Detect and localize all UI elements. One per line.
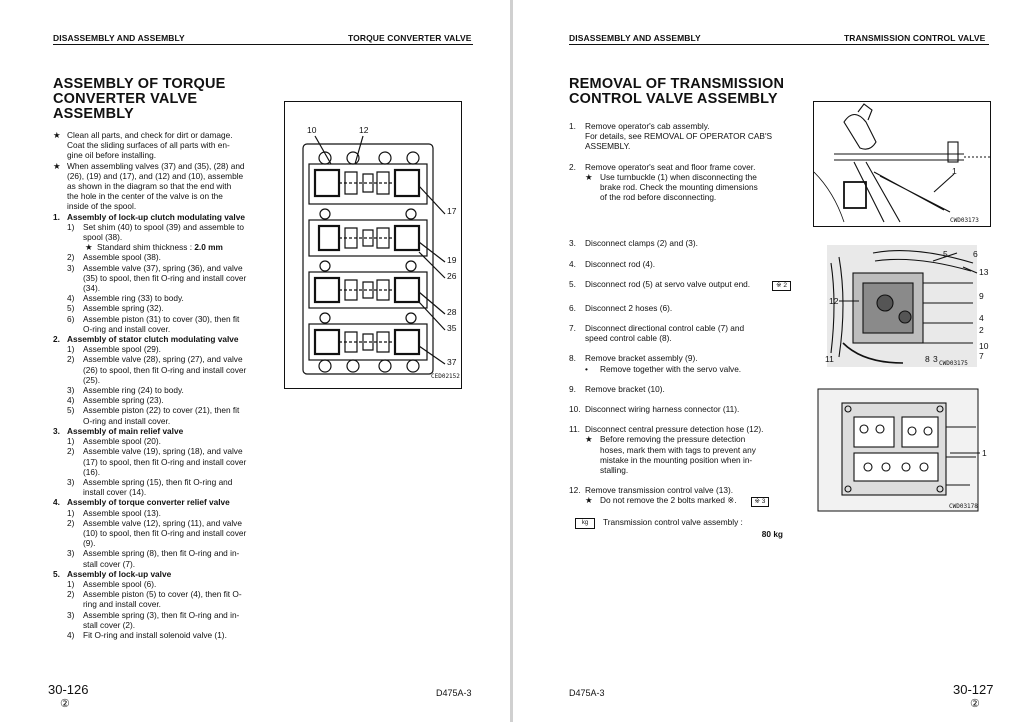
note-line <box>53 140 265 150</box>
step-line <box>53 344 265 354</box>
callout-37: 37 <box>447 357 457 367</box>
valve-cross-section-drawing <box>285 102 463 390</box>
step-number: 3) <box>67 548 75 559</box>
star-icon: ★ <box>85 242 93 253</box>
star-icon: ★ <box>585 171 593 182</box>
left-page <box>0 0 510 722</box>
callout-17: 17 <box>447 206 457 216</box>
step-text: stall cover (7). <box>83 558 136 569</box>
callout-10: 10 <box>979 341 989 351</box>
callout-1: 1 <box>982 448 987 458</box>
step-number: 12. <box>569 485 581 496</box>
sub-text: stalling. <box>600 465 629 476</box>
figure-code: CWD03173 <box>950 217 979 224</box>
figure-code: CWD03178 <box>949 503 978 510</box>
note-text: When assembling valves (37) and (35), (28) and <box>67 160 245 171</box>
step-text: Remove bracket (10). <box>585 383 665 394</box>
step-text: install cover (14). <box>83 487 147 498</box>
step-text: O-ring and install cover. <box>83 323 171 334</box>
step-text: (34). <box>83 283 101 294</box>
right-page-title: REMOVAL OF TRANSMISSION CONTROL VALVE ASSEMBLY <box>569 76 785 107</box>
step-number: 6) <box>67 313 75 324</box>
step-number: 4) <box>67 395 75 406</box>
step-line <box>53 436 265 446</box>
sub-text: of the rod before disconnecting. <box>600 192 717 203</box>
section-number: 2. <box>53 334 60 345</box>
step-text: Disconnect wiring harness connector (11). <box>585 404 740 415</box>
step-line <box>569 485 783 495</box>
control-valve-figure <box>816 387 991 515</box>
step-number: 3) <box>67 385 75 396</box>
figure-code: CWD03175 <box>939 360 968 367</box>
removal-step <box>569 323 783 343</box>
step-text: For details, see REMOVAL OF OPERATOR CAB'S <box>585 131 773 142</box>
step-text: Assemble spring (23). <box>83 395 164 406</box>
weight-value: 80 kg <box>761 528 783 539</box>
step-number: 2) <box>67 517 75 528</box>
reference-mark: ※ 2 <box>772 281 791 291</box>
step-text: (16). <box>83 466 101 477</box>
step-text: spool (38). <box>83 232 123 243</box>
right-page <box>513 0 1024 722</box>
sub-line <box>569 192 783 202</box>
right-header-section: DISASSEMBLY AND ASSEMBLY <box>569 33 701 43</box>
note-line <box>53 201 265 211</box>
step-line <box>53 252 265 262</box>
step-line <box>53 548 265 558</box>
step-text: Remove bracket assembly (9). <box>585 353 698 364</box>
left-page-number: 30-126 <box>48 682 89 697</box>
step-number: 3) <box>67 262 75 273</box>
step-number: 6. <box>569 302 576 313</box>
spec-value: 2.0 mm <box>194 242 223 253</box>
step-line <box>53 487 265 497</box>
right-header-topic: TRANSMISSION CONTROL VALVE <box>844 33 986 43</box>
sub-text: brake rod. Check the mounting dimensions <box>600 182 758 193</box>
removal-step <box>569 278 787 291</box>
step-number: 7. <box>569 323 576 334</box>
section-title: Assembly of torque converter relief valve <box>67 497 230 508</box>
weight-label: Transmission control valve assembly : <box>603 517 743 528</box>
callout-7: 7 <box>979 351 984 361</box>
callout-11: 11 <box>825 354 834 364</box>
section-title: Assembly of lock-up clutch modulating valve <box>67 211 245 222</box>
star-icon: ★ <box>53 160 61 171</box>
step-number: 1) <box>67 578 75 589</box>
step-line <box>53 518 265 528</box>
callout-12: 12 <box>829 296 839 306</box>
step-line <box>53 508 265 518</box>
sub-line <box>569 465 783 475</box>
brake-rod-figure <box>813 101 991 227</box>
step-line <box>53 599 265 609</box>
step-line <box>569 121 783 131</box>
step-line <box>53 405 265 415</box>
step-text: Assemble valve (12), spring (11), and valve <box>83 517 242 528</box>
step-text: Assemble piston (5) to cover (4), then fit O- <box>83 589 242 600</box>
section-title: Assembly of stator clutch modulating valve <box>67 334 239 345</box>
step-text: Remove operator's cab assembly. <box>585 121 710 131</box>
step-line <box>569 333 783 343</box>
step-number: 2) <box>67 589 75 600</box>
removal-step <box>569 404 783 414</box>
step-text: Remove operator's seat and floor frame cover. <box>585 161 756 172</box>
note-text: as shown in the diagram so that the end with <box>67 181 232 192</box>
sub-text: Use turnbuckle (1) when disconnecting the <box>600 171 757 182</box>
step-number: 10. <box>569 404 581 415</box>
step-line <box>53 620 265 630</box>
step-number: 8. <box>569 353 576 364</box>
sub-text: Remove together with the servo valve. <box>600 363 742 374</box>
left-header-rule <box>53 44 473 45</box>
step-text: (26) to spool, then fit O-ring and install cover <box>83 364 247 375</box>
step-line <box>569 303 783 313</box>
step-number: 2. <box>569 161 576 172</box>
step-line <box>53 232 265 242</box>
note-line <box>53 161 265 171</box>
step-text: Assemble spring (8), then fit O-ring and in- <box>83 548 240 559</box>
step-number: 1) <box>67 344 75 355</box>
step-number: 1) <box>67 221 75 232</box>
servo-valve-figure <box>813 243 991 369</box>
left-model-code: D475A-3 <box>436 688 472 698</box>
servo-valve-drawing <box>813 243 991 369</box>
note-text: (26), (19) and (17), and (12) and (10), assemble <box>67 170 244 181</box>
step-line <box>569 131 783 141</box>
step-text: ring and install cover. <box>83 599 161 610</box>
step-number: 3) <box>67 476 75 487</box>
step-text: Disconnect central pressure detection hose (12). <box>585 424 764 435</box>
step-number: 5) <box>67 405 75 416</box>
step-text: (35) to spool, then fit O-ring and install cover <box>83 272 247 283</box>
step-line <box>53 273 265 283</box>
sub-text: mistake in the mounting position when in- <box>600 454 753 465</box>
step-line <box>569 238 783 248</box>
sub-text: hoses, mark them with tags to prevent any <box>600 444 756 455</box>
right-revision-mark: ② <box>970 698 980 710</box>
step-line <box>53 354 265 364</box>
callout-2: 2 <box>979 325 984 335</box>
step-text: Disconnect rod (4). <box>585 258 656 269</box>
note-text: inside of the spool. <box>67 201 137 212</box>
removal-step <box>569 424 783 475</box>
step-line <box>53 630 265 640</box>
star-icon: ★ <box>53 130 61 140</box>
callout-4: 4 <box>979 313 984 323</box>
step-text: Assemble piston (22) to cover (21), then fit <box>83 405 240 416</box>
left-header-section: DISASSEMBLY AND ASSEMBLY <box>53 33 185 43</box>
step-text: (9). <box>83 538 96 549</box>
step-line <box>53 528 265 538</box>
step-line <box>53 416 265 426</box>
step-text: speed control cable (8). <box>585 333 672 344</box>
star-icon: ★ <box>585 495 593 506</box>
step-text: Fit O-ring and install solenoid valve (1). <box>83 629 227 640</box>
right-header-rule <box>569 44 989 45</box>
right-model-code: D475A-3 <box>569 688 605 698</box>
callout-35: 35 <box>447 323 457 333</box>
note-text: Coat the sliding surfaces of all parts with en- <box>67 140 230 151</box>
step-text: Remove transmission control valve (13). <box>585 485 734 496</box>
step-number: 3) <box>67 609 75 620</box>
note-line <box>53 130 265 140</box>
removal-step <box>569 238 783 248</box>
step-line <box>569 424 783 434</box>
section-title: Assembly of lock-up valve <box>67 568 172 579</box>
note-line <box>53 191 265 201</box>
step-text: Assemble valve (19), spring (18), and valve <box>83 446 243 457</box>
step-text: Assemble spool (13). <box>83 507 161 518</box>
section-number: 1. <box>53 211 60 222</box>
step-text: Assemble spring (15), then fit O-ring and <box>83 476 233 487</box>
step-text: Assemble spool (38). <box>83 252 161 263</box>
torque-converter-valve-figure <box>284 101 462 389</box>
bullet-icon: • <box>585 363 588 374</box>
step-number: 3. <box>569 238 576 249</box>
callout-10: 10 <box>307 125 317 135</box>
step-line <box>53 324 265 334</box>
step-text: ASSEMBLY. <box>585 141 631 152</box>
step-number: 4) <box>67 293 75 304</box>
section-number: 5. <box>53 568 60 579</box>
section-heading <box>53 212 265 222</box>
step-text: stall cover (2). <box>83 619 136 630</box>
step-line <box>53 610 265 620</box>
step-number: 1) <box>67 436 75 447</box>
step-number: 1) <box>67 507 75 518</box>
step-line <box>53 283 265 293</box>
removal-step <box>569 121 783 152</box>
note-text: Clean all parts, and check for dirt or damage. <box>67 130 233 140</box>
step-text: Assemble valve (28), spring (27), and valve <box>83 354 243 365</box>
figure-code: CED02152 <box>431 373 460 380</box>
left-page-title: ASSEMBLY OF TORQUE CONVERTER VALVE ASSEMBLY <box>53 76 226 122</box>
step-line <box>53 589 265 599</box>
note-text: the hole in the center of the valve is on the <box>67 191 223 202</box>
section-title: Assembly of main relief valve <box>67 425 184 436</box>
step-line <box>569 162 783 172</box>
star-icon: ★ <box>585 434 593 445</box>
left-revision-mark: ② <box>60 698 70 710</box>
reference-mark: ※ 3 <box>751 497 770 507</box>
step-line <box>53 385 265 395</box>
callout-13: 13 <box>979 267 989 277</box>
step-text: Assemble spool (6). <box>83 578 157 589</box>
step-number: 1. <box>569 121 576 131</box>
step-text: Disconnect 2 hoses (6). <box>585 302 673 313</box>
step-text: Assemble spool (29). <box>83 344 161 355</box>
step-line <box>569 384 783 394</box>
step-number: 4. <box>569 258 576 269</box>
step-text: Disconnect clamps (2) and (3). <box>585 238 698 249</box>
step-line <box>569 259 783 269</box>
note-line <box>53 181 265 191</box>
step-line <box>569 141 783 151</box>
callout-3: 3 <box>933 354 938 364</box>
note-line <box>53 150 265 160</box>
spec-label: Standard shim thickness : <box>97 242 195 253</box>
removal-step <box>569 485 783 507</box>
step-number: 5) <box>67 303 75 314</box>
callout-19: 19 <box>447 255 457 265</box>
right-instructions <box>569 121 787 539</box>
removal-step <box>569 303 783 313</box>
step-number: 2) <box>67 354 75 365</box>
step-number: 2) <box>67 252 75 263</box>
weight-line <box>569 517 783 528</box>
step-text: (10) to spool, then fit O-ring and install cover <box>83 527 247 538</box>
step-text: Assemble spool (20). <box>83 436 161 447</box>
sub-text: Before removing the pressure detection <box>600 434 746 445</box>
brake-rod-drawing <box>814 102 992 228</box>
sub-line <box>569 455 783 465</box>
control-valve-drawing <box>816 387 991 515</box>
sub-line <box>569 172 783 182</box>
step-text: O-ring and install cover. <box>83 415 171 426</box>
sub-line <box>569 364 783 374</box>
left-instructions <box>53 130 265 640</box>
step-line <box>53 395 265 405</box>
step-number: 2) <box>67 446 75 457</box>
note-text: gine oil before installing. <box>67 150 157 161</box>
spec-line <box>53 242 265 252</box>
callout-5: 5 <box>943 249 948 259</box>
step-line <box>569 323 783 333</box>
callout-8: 8 <box>925 354 930 364</box>
step-text: Set shim (40) to spool (39) and assemble to <box>83 221 244 232</box>
step-number: 5. <box>569 278 576 289</box>
step-line <box>569 353 783 363</box>
note-line <box>53 171 265 181</box>
callout-9: 9 <box>979 291 984 301</box>
section-heading <box>53 334 265 344</box>
step-line <box>53 579 265 589</box>
removal-step <box>569 353 783 373</box>
step-text: Disconnect rod (5) at servo valve output end. <box>585 278 751 289</box>
section-number: 4. <box>53 497 60 508</box>
callout-6: 6 <box>973 249 978 259</box>
step-line <box>53 477 265 487</box>
step-text: (17) to spool, then fit O-ring and install cover <box>83 456 247 467</box>
step-line <box>53 222 265 232</box>
callout-12: 12 <box>359 125 369 135</box>
section-heading <box>53 569 265 579</box>
sub-line <box>569 445 783 455</box>
step-text: (25). <box>83 374 101 385</box>
section-heading <box>53 426 265 436</box>
step-number: 4) <box>67 629 75 640</box>
step-text: Assemble valve (37), spring (36), and valve <box>83 262 243 273</box>
step-text: Assemble ring (24) to body. <box>83 385 184 396</box>
right-page-number: 30-127 <box>953 682 994 697</box>
sub-text: Do not remove the 2 bolts marked ※. <box>600 495 737 506</box>
step-line <box>53 293 265 303</box>
callout-26: 26 <box>447 271 457 281</box>
step-line <box>53 375 265 385</box>
removal-step <box>569 162 783 203</box>
step-line <box>53 446 265 456</box>
step-line <box>53 263 265 273</box>
step-number: 9. <box>569 383 576 394</box>
sub-line <box>569 434 783 444</box>
step-line <box>569 404 783 414</box>
step-number: 11. <box>569 424 580 435</box>
step-line <box>53 303 265 313</box>
step-text: Assemble spring (32). <box>83 303 164 314</box>
step-line <box>53 365 265 375</box>
step-line <box>53 559 265 569</box>
step-line <box>569 278 787 291</box>
step-line <box>53 314 265 324</box>
section-number: 3. <box>53 425 60 436</box>
removal-step <box>569 259 783 269</box>
step-text: Assemble piston (31) to cover (30), then fit <box>83 313 240 324</box>
step-line <box>53 457 265 467</box>
weight-icon: kg <box>575 518 595 529</box>
left-header-topic: TORQUE CONVERTER VALVE <box>348 33 472 43</box>
step-text: Disconnect directional control cable (7) and <box>585 323 745 334</box>
section-heading <box>53 497 265 507</box>
callout-28: 28 <box>447 307 457 317</box>
removal-step <box>569 384 783 394</box>
callout-1: 1 <box>952 166 957 176</box>
step-line <box>53 538 265 548</box>
step-text: Assemble spring (3), then fit O-ring and in- <box>83 609 240 620</box>
step-line <box>53 467 265 477</box>
step-text: Assemble ring (33) to body. <box>83 293 184 304</box>
sub-line <box>569 182 783 192</box>
sub-line <box>569 495 783 507</box>
